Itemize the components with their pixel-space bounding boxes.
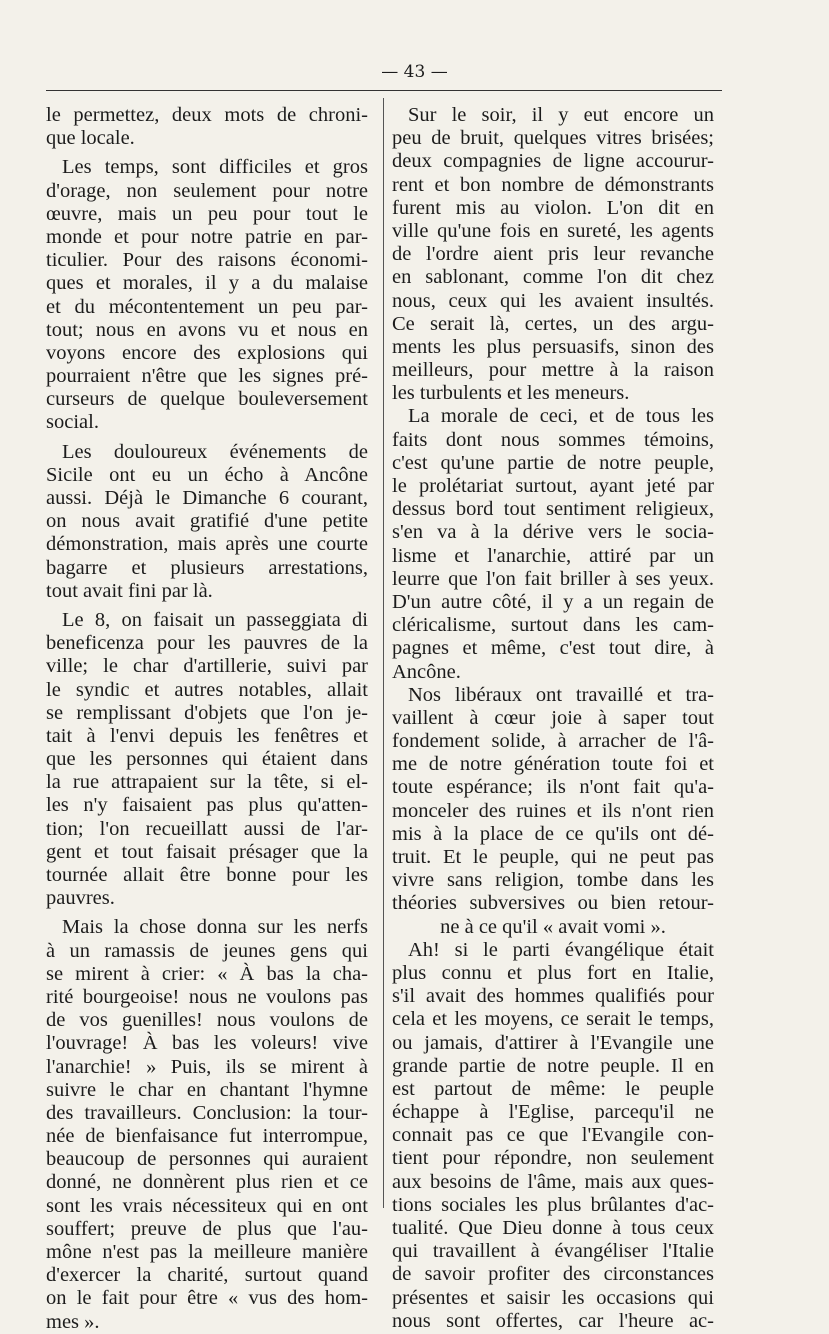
text-line: on nous avait gratifié d'une petite — [46, 510, 368, 533]
text-line: tait à l'envi depuis les fenêtres et — [46, 724, 368, 747]
text-line: cela et les moyens, ce serait le temps, — [392, 1008, 714, 1031]
text-line: sont les vrais nécessiteux qui en ont — [46, 1194, 368, 1217]
text-line: d'exercer la charité, surtout quand — [46, 1264, 368, 1287]
text-line: gent et tout faisait présager que la — [46, 840, 368, 863]
text-line: ville qu'une fois en sureté, les agents — [392, 219, 714, 242]
text-line: s'il avait des hommes qualifiés pour — [392, 985, 714, 1008]
text-line: vaillent à cœur joie à saper tout — [392, 706, 714, 729]
text-line: dessus bord tout sentiment religieux, — [392, 498, 714, 521]
text-line: souffert; preuve de plus que l'au- — [46, 1217, 368, 1240]
text-line: Ah! si le parti évangélique était — [408, 938, 714, 961]
text-line: tout; nous en avons vu et nous en — [46, 318, 368, 341]
text-line: Mais la chose donna sur les nerfs — [62, 916, 368, 939]
text-line: Ancône. — [392, 660, 461, 683]
text-line: échappe à l'Eglise, parcequ'il ne — [392, 1101, 714, 1124]
text-line: Le 8, on faisait un passeggiata di — [62, 608, 368, 631]
text-line: pauvres. — [46, 887, 115, 910]
text-line: tions sociales les plus brûlantes d'ac- — [392, 1193, 714, 1216]
text-line: faits dont nous sommes témoins, — [392, 428, 714, 451]
text-line: leurre que l'on fait briller à ses yeux. — [392, 567, 714, 590]
text-line: démonstration, mais après une courte — [46, 533, 368, 556]
text-line: à un ramassis de jeunes gens qui — [46, 939, 368, 962]
text-line: nous, ceux qui les avaient insultés. — [392, 289, 714, 312]
text-line: plus connu et plus fort en Italie, — [392, 961, 714, 984]
text-line: connait pas ce que l'Evangile con- — [392, 1124, 714, 1147]
text-line: La morale de ceci, et de tous les — [408, 405, 714, 428]
text-line: tion; l'on recueillatt aussi de l'ar- — [46, 817, 368, 840]
text-line: ou jamais, d'attirer à l'Evangile une — [392, 1031, 714, 1054]
text-line: grande partie de notre peuple. Il en — [392, 1054, 714, 1077]
text-line: les n'y faisaient pas plus qu'atten- — [46, 794, 368, 817]
text-line: des travailleurs. Conclusion: la tour- — [46, 1101, 368, 1124]
text-line: lisme et l'anarchie, attiré par un — [392, 544, 714, 567]
text-line: ville; le char d'artillerie, suivi par — [46, 655, 368, 678]
text-line: aux besoins de l'âme, mais aux ques- — [392, 1170, 714, 1193]
text-line: œuvre, mais un peu pour tout le — [46, 202, 368, 225]
text-line: d'orage, non seulement pour notre — [46, 179, 368, 202]
text-line: deux compagnies de ligne accourur- — [392, 150, 714, 173]
text-line: pagnes et même, c'est tout dire, à — [392, 637, 714, 660]
page-number: — 43 — — [381, 62, 448, 82]
text-line: furent mis au violon. L'on dit en — [392, 196, 714, 219]
text-line: l'anarchie! » Puis, ils se mirent à — [46, 1055, 368, 1078]
text-line: mône n'est pas la meilleure manière — [46, 1241, 368, 1263]
text-line: Sicile ont eu un écho à Ancône — [46, 463, 368, 486]
text-line: que les personnes qui étaient dans — [46, 748, 368, 771]
text-line: l'ouvrage! À bas les voleurs! vive — [46, 1032, 368, 1055]
text-line: en sablonant, comme l'on dit chez — [392, 266, 714, 289]
text-line: rent et bon nombre de démonstrants — [392, 173, 714, 196]
text-line: me de notre génération toute foi et — [392, 753, 714, 776]
text-line: tualité. Que Dieu donne à tous ceux — [392, 1217, 714, 1239]
text-line: que locale. — [46, 127, 135, 150]
text-line: cléricalisme, surtout dans les cam- — [392, 614, 714, 637]
text-line: monceler des ruines et ils n'ont rien — [392, 799, 714, 822]
text-line: monde et pour notre patrie en par- — [46, 225, 368, 248]
text-line: est partout de même: le peuple — [392, 1077, 714, 1100]
column-divider — [383, 98, 384, 1208]
text-line: bagarre et plusieurs arrestations, — [46, 556, 368, 579]
text-line: voyons encore des explosions qui — [46, 341, 368, 364]
text-line: mes ». — [46, 1310, 100, 1333]
text-line: vivre sans religion, tombe dans les — [392, 869, 714, 892]
text-line: de savoir profiter des circonstances — [392, 1263, 714, 1286]
text-line: social. — [46, 411, 99, 434]
text-line: Sur le soir, il y eut encore un — [408, 104, 714, 126]
text-line: tout avait fini par là. — [46, 579, 213, 602]
text-line: nous sont offertes, car l'heure ac- — [392, 1309, 714, 1332]
text-line: tournée allait être bonne pour les — [46, 864, 368, 886]
left-column — [46, 104, 368, 1334]
text-line: se mirent à crier: « À bas la cha- — [46, 962, 368, 985]
text-line: curseurs de quelque bouleversement — [46, 388, 368, 411]
text-line: beneficenza pour les pauvres de la — [46, 632, 368, 655]
text-line: le syndic et autres notables, allait — [46, 678, 368, 701]
text-line: fondement solide, à arracher de l'â- — [392, 730, 714, 753]
right-column — [392, 104, 714, 1333]
text-line: c'est qu'une partie de notre peuple, — [392, 451, 714, 474]
text-line: mis à la place de ce qu'ils ont dé- — [392, 822, 714, 845]
text-line: se remplissant d'objets que l'on je- — [46, 701, 368, 724]
text-line: aussi. Déjà le Dimanche 6 courant, — [46, 487, 368, 509]
text-line: présentes et saisir les occasions qui — [392, 1286, 714, 1309]
text-line: ne à ce qu'il « avait vomi ». — [440, 915, 666, 938]
text-line: ments les plus persuasifs, sinon des — [392, 335, 714, 358]
text-line: tient pour répondre, non seulement — [392, 1147, 714, 1170]
text-line: D'un autre côté, il y a un regain de — [392, 590, 714, 613]
text-line: pourraient n'être que les signes pré- — [46, 365, 368, 388]
text-line: théories subversives ou bien retour- — [392, 892, 714, 915]
text-line: rité bourgeoise! nous ne voulons pas — [46, 985, 368, 1008]
header-rule — [46, 90, 722, 91]
text-line: Nos libéraux ont travaillé et tra- — [408, 683, 714, 706]
text-line: de vos guenilles! nous voulons de — [46, 1009, 368, 1032]
text-line: la rue attrapaient sur la tête, si el- — [46, 771, 368, 794]
text-line: les turbulents et les meneurs. — [392, 382, 630, 405]
text-line: ques et morales, il y a du malaise — [46, 272, 368, 295]
text-line: s'en va à la dérive vers le socia- — [392, 521, 714, 544]
text-line: donné, ne donnèrent plus rien et ce — [46, 1171, 368, 1194]
text-line: suivre le char en chantant l'hymne — [46, 1078, 368, 1101]
text-line: Ce serait là, certes, un des argu- — [392, 312, 714, 335]
text-line: meilleurs, pour mettre à la raison — [392, 359, 714, 382]
text-line: peu de bruit, quelques vitres brisées; — [392, 127, 714, 150]
text-line: le permettez, deux mots de chroni- — [46, 104, 368, 126]
text-line: qui travaillent à évangéliser l'Italie — [392, 1240, 714, 1263]
text-line: de l'ordre aient pris leur revanche — [392, 243, 714, 266]
text-line: et du mécontentement un peu par- — [46, 295, 368, 318]
text-line: Les douloureux événements de — [62, 440, 368, 463]
text-line: truit. Et le peuple, qui ne peut pas — [392, 846, 714, 868]
text-line: toute espérance; ils n'ont fait qu'a- — [392, 776, 714, 799]
text-line: ticulier. Pour des raisons économi- — [46, 249, 368, 272]
text-line: le prolétariat surtout, ayant jeté par — [392, 475, 714, 497]
text-line: née de bienfaisance fut interrompue, — [46, 1125, 368, 1148]
text-line: on le fait pour être « vus des hom- — [46, 1287, 368, 1310]
text-line: beaucoup de personnes qui auraient — [46, 1148, 368, 1171]
text-line: Les temps, sont difficiles et gros — [62, 156, 368, 179]
